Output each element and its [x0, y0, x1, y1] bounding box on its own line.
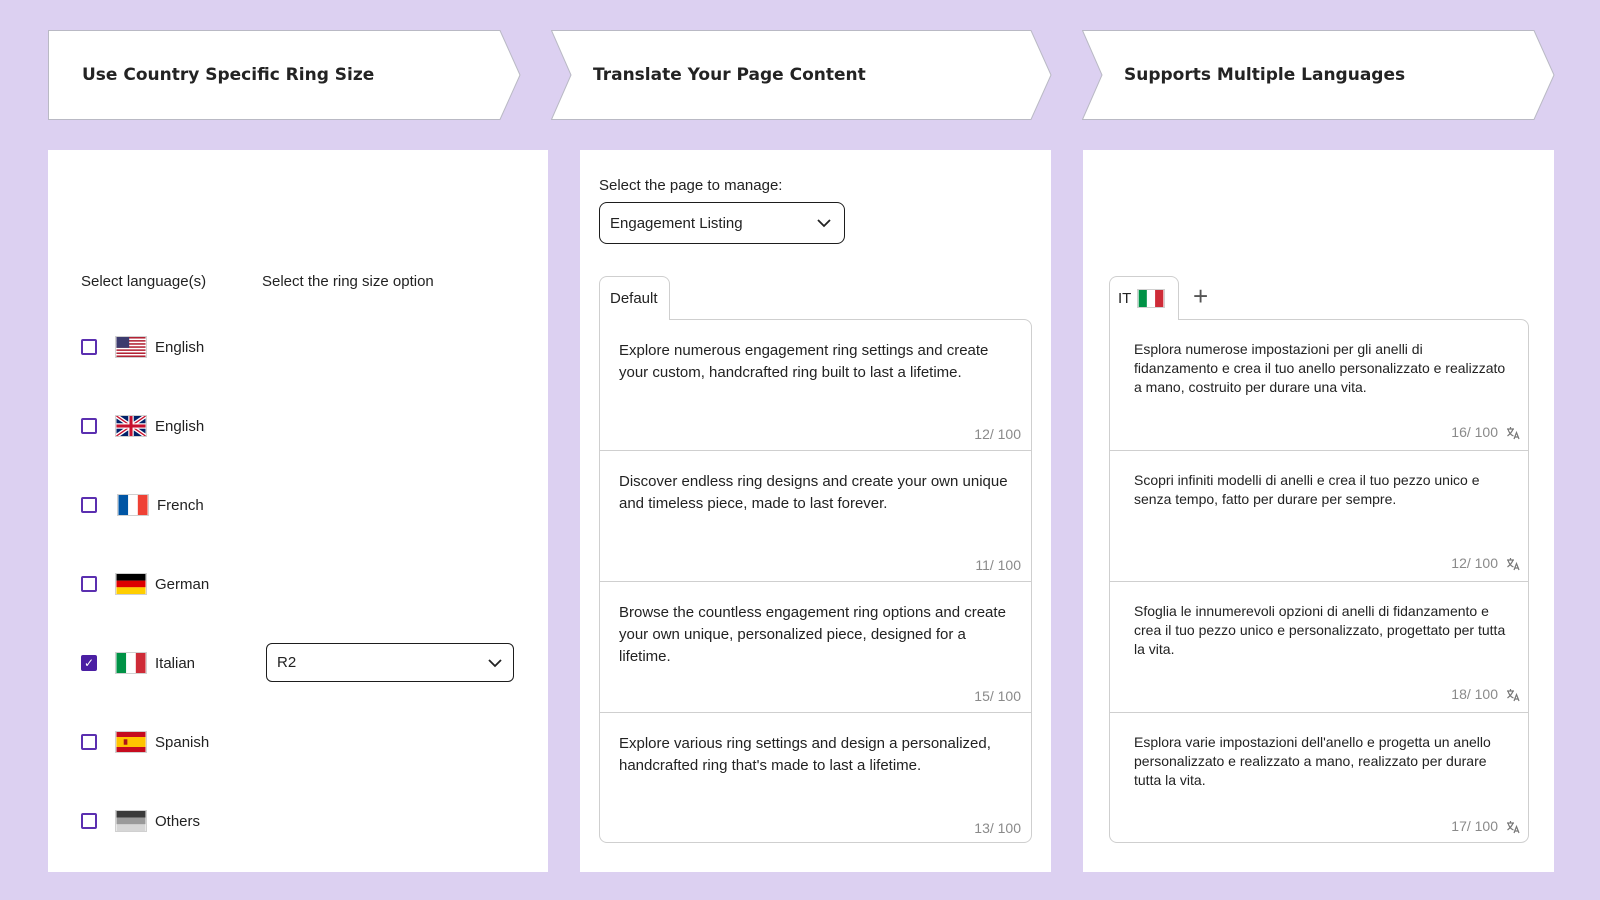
language-label: French	[157, 496, 204, 514]
tab-default-label: Default	[610, 290, 658, 307]
language-row-others[interactable]	[81, 806, 200, 836]
content-entry[interactable]	[600, 320, 1031, 451]
step-2	[551, 30, 1056, 120]
language-checkbox-checked[interactable]	[81, 655, 97, 671]
character-count: 12/ 100	[1451, 555, 1498, 571]
step-1-title: Use Country Specific Ring Size	[82, 65, 375, 85]
language-row-french[interactable]	[81, 490, 204, 520]
content-entry[interactable]	[600, 582, 1031, 713]
spain-flag-icon	[115, 731, 147, 753]
content-text[interactable]: Discover endless ring designs and create your own unique and timeless piece, made to last forever.	[619, 473, 1008, 512]
translated-content-list	[1109, 319, 1529, 843]
character-count: 13/ 100	[974, 820, 1021, 836]
uk-flag-icon	[115, 415, 147, 437]
language-row-german[interactable]	[81, 569, 209, 599]
ring-size-select-value: R2	[277, 654, 297, 671]
language-checkbox[interactable]	[81, 339, 97, 355]
language-label: English	[155, 338, 205, 356]
character-count: 18/ 100	[1451, 686, 1498, 702]
character-count: 17/ 100	[1451, 818, 1498, 834]
character-count: 16/ 100	[1451, 424, 1498, 440]
language-row-english-uk[interactable]	[81, 411, 204, 441]
content-text[interactable]: Explore various ring settings and design a personalized, handcrafted ring that's made to last a lifetime.	[619, 735, 991, 774]
translated-text[interactable]: Scopri infiniti modelli di anelli e crea il tuo pezzo unico e senza tempo, fatto per durare per sempre.	[1134, 472, 1480, 507]
step-2-title: Translate Your Page Content	[593, 65, 866, 85]
italy-flag-icon	[115, 652, 147, 674]
us-flag-icon	[115, 336, 147, 358]
translate-panel	[580, 150, 1051, 872]
translated-text[interactable]: Sfoglia le innumerevoli opzioni di anelli di fidanzamento e crea il tuo pezzo unico e personalizzato, progettato per tutta la vita.	[1134, 603, 1506, 657]
character-count: 11/ 100	[975, 557, 1021, 573]
ring-size-select[interactable]	[266, 643, 514, 682]
translated-entry[interactable]	[1110, 451, 1528, 582]
page-select[interactable]	[599, 202, 845, 244]
tab-italian-label: IT	[1118, 290, 1132, 307]
translated-entry[interactable]	[1110, 713, 1528, 844]
step-3	[1082, 30, 1557, 120]
translated-text[interactable]: Esplora varie impostazioni dell'anello e progetta un anello personalizzato e realizzato a mano, realizzato per durare tutta la vita.	[1134, 734, 1491, 788]
language-row-italian[interactable]	[81, 648, 195, 678]
germany-flag-icon	[115, 573, 147, 595]
tab-italian[interactable]	[1109, 276, 1179, 320]
language-checkbox[interactable]	[81, 734, 97, 750]
language-row-english-us[interactable]	[81, 332, 204, 362]
italy-flag-icon	[1137, 289, 1165, 308]
chevron-down-icon	[487, 658, 503, 668]
check-icon: ✓	[83, 656, 95, 670]
step-3-title: Supports Multiple Languages	[1124, 65, 1406, 85]
steps-header	[0, 0, 1600, 130]
language-checkbox[interactable]	[81, 418, 97, 434]
language-label: Italian	[155, 654, 196, 672]
translate-icon[interactable]	[1506, 557, 1520, 571]
language-checkbox[interactable]	[81, 813, 97, 829]
generic-flag-icon	[115, 810, 147, 832]
step-1	[48, 30, 523, 120]
character-count: 12/ 100	[974, 426, 1021, 442]
language-row-spanish[interactable]	[81, 727, 209, 757]
translate-icon[interactable]	[1506, 426, 1520, 440]
ring-size-panel	[48, 150, 548, 872]
content-text[interactable]: Browse the countless engagement ring options and create your own unique, personalized piece, designed for a lifetime.	[619, 604, 1006, 665]
content-list	[599, 319, 1032, 843]
translate-icon[interactable]	[1506, 688, 1520, 702]
language-label: German	[155, 575, 210, 593]
language-checkbox[interactable]	[81, 497, 97, 513]
content-entry[interactable]	[600, 451, 1031, 582]
character-count: 15/ 100	[974, 688, 1021, 704]
add-language-button[interactable]: +	[1193, 281, 1209, 311]
content-text[interactable]: Explore numerous engagement ring settings and create your custom, handcrafted ring built to last a lifetime.	[619, 342, 989, 381]
page-select-value: Engagement Listing	[610, 214, 743, 232]
page-select-label: Select the page to manage:	[599, 177, 783, 194]
chevron-down-icon	[816, 218, 832, 228]
language-label: Others	[155, 812, 201, 830]
translated-entry[interactable]	[1110, 320, 1528, 451]
translated-entry[interactable]	[1110, 582, 1528, 713]
language-label: Spanish	[155, 733, 210, 751]
language-label: English	[155, 417, 205, 435]
translated-text[interactable]: Esplora numerose impostazioni per gli anelli di fidanzamento e crea il tuo anello personalizzato e realizzato a mano, costruito per durare una vita.	[1134, 341, 1506, 395]
france-flag-icon	[117, 494, 149, 516]
language-column-header: Select language(s)	[81, 273, 207, 290]
languages-panel	[1083, 150, 1554, 872]
translate-icon[interactable]	[1506, 820, 1520, 834]
tab-default[interactable]	[599, 276, 670, 320]
content-entry[interactable]	[600, 713, 1031, 844]
language-checkbox[interactable]	[81, 576, 97, 592]
ring-size-column-header: Select the ring size option	[262, 273, 434, 290]
